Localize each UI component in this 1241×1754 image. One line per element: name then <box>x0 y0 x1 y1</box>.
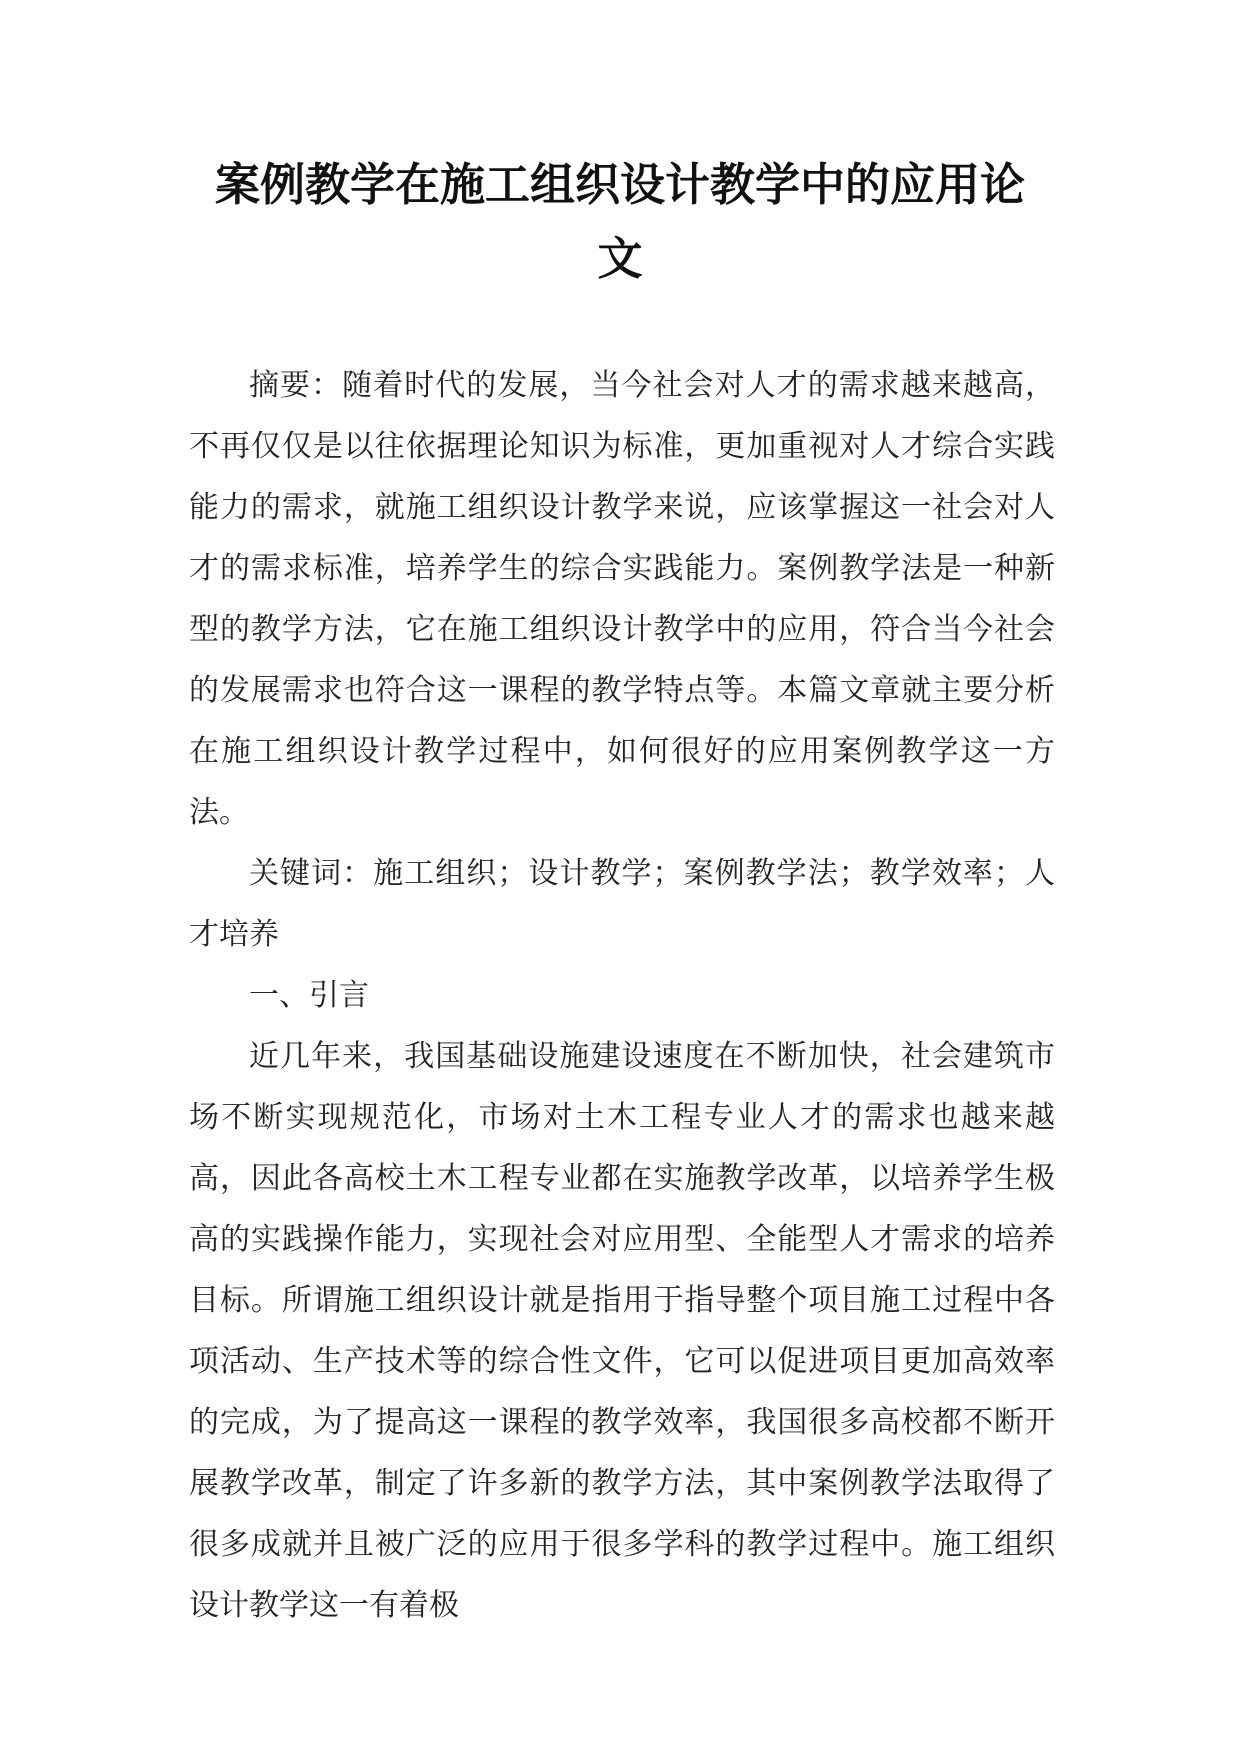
title-line-1: 案例教学在施工组织设计教学中的应用论 <box>214 158 1025 211</box>
introduction-paragraph: 近几年来，我国基础设施建设速度在不断加快，社会建筑市场不断实现规范化，市场对土木工程专业人才的需求也越来越高，因此各高校土木工程专业都在实施教学改革，以培养学生极高的实践操作能力，实现社会对应用型、全能型人才需求的培养目标。所谓施工组织设计就是指用于指导整个项目施工过程中各项活动、生产技术等的综合性文件，它可以促进项目更加高效率的完成，为了提高这一课程的教学效率，我国很多高校都不断开展教学改革，制定了许多新的教学方法，其中案例教学法取得了很多成就并且被广泛的应用于很多学科的教学过程中。施工组织设计教学这一有着极 <box>189 1039 1055 1623</box>
section-heading-introduction: 一、引言 <box>249 978 369 1013</box>
keywords-paragraph: 关键词：施工组织；设计教学；案例教学法；教学效率；人才培养 <box>189 856 1055 952</box>
document-body <box>189 355 1055 1636</box>
abstract-paragraph: 摘要：随着时代的发展，当今社会对人才的需求越来越高，不再仅仅是以往依据理论知识为标准，更加重视对人才综合实践能力的需求，就施工组织设计教学来说，应该掌握这一社会对人才的需求标准，培养学生的综合实践能力。案例教学法是一种新型的教学方法，它在施工组织设计教学中的应用，符合当今社会的发展需求也符合这一课程的教学特点等。本篇文章就主要分析在施工组织设计教学过程中，如何很好的应用案例教学这一方法。 <box>189 368 1055 830</box>
document-title <box>170 148 1070 296</box>
title-line-2: 文 <box>597 232 643 285</box>
